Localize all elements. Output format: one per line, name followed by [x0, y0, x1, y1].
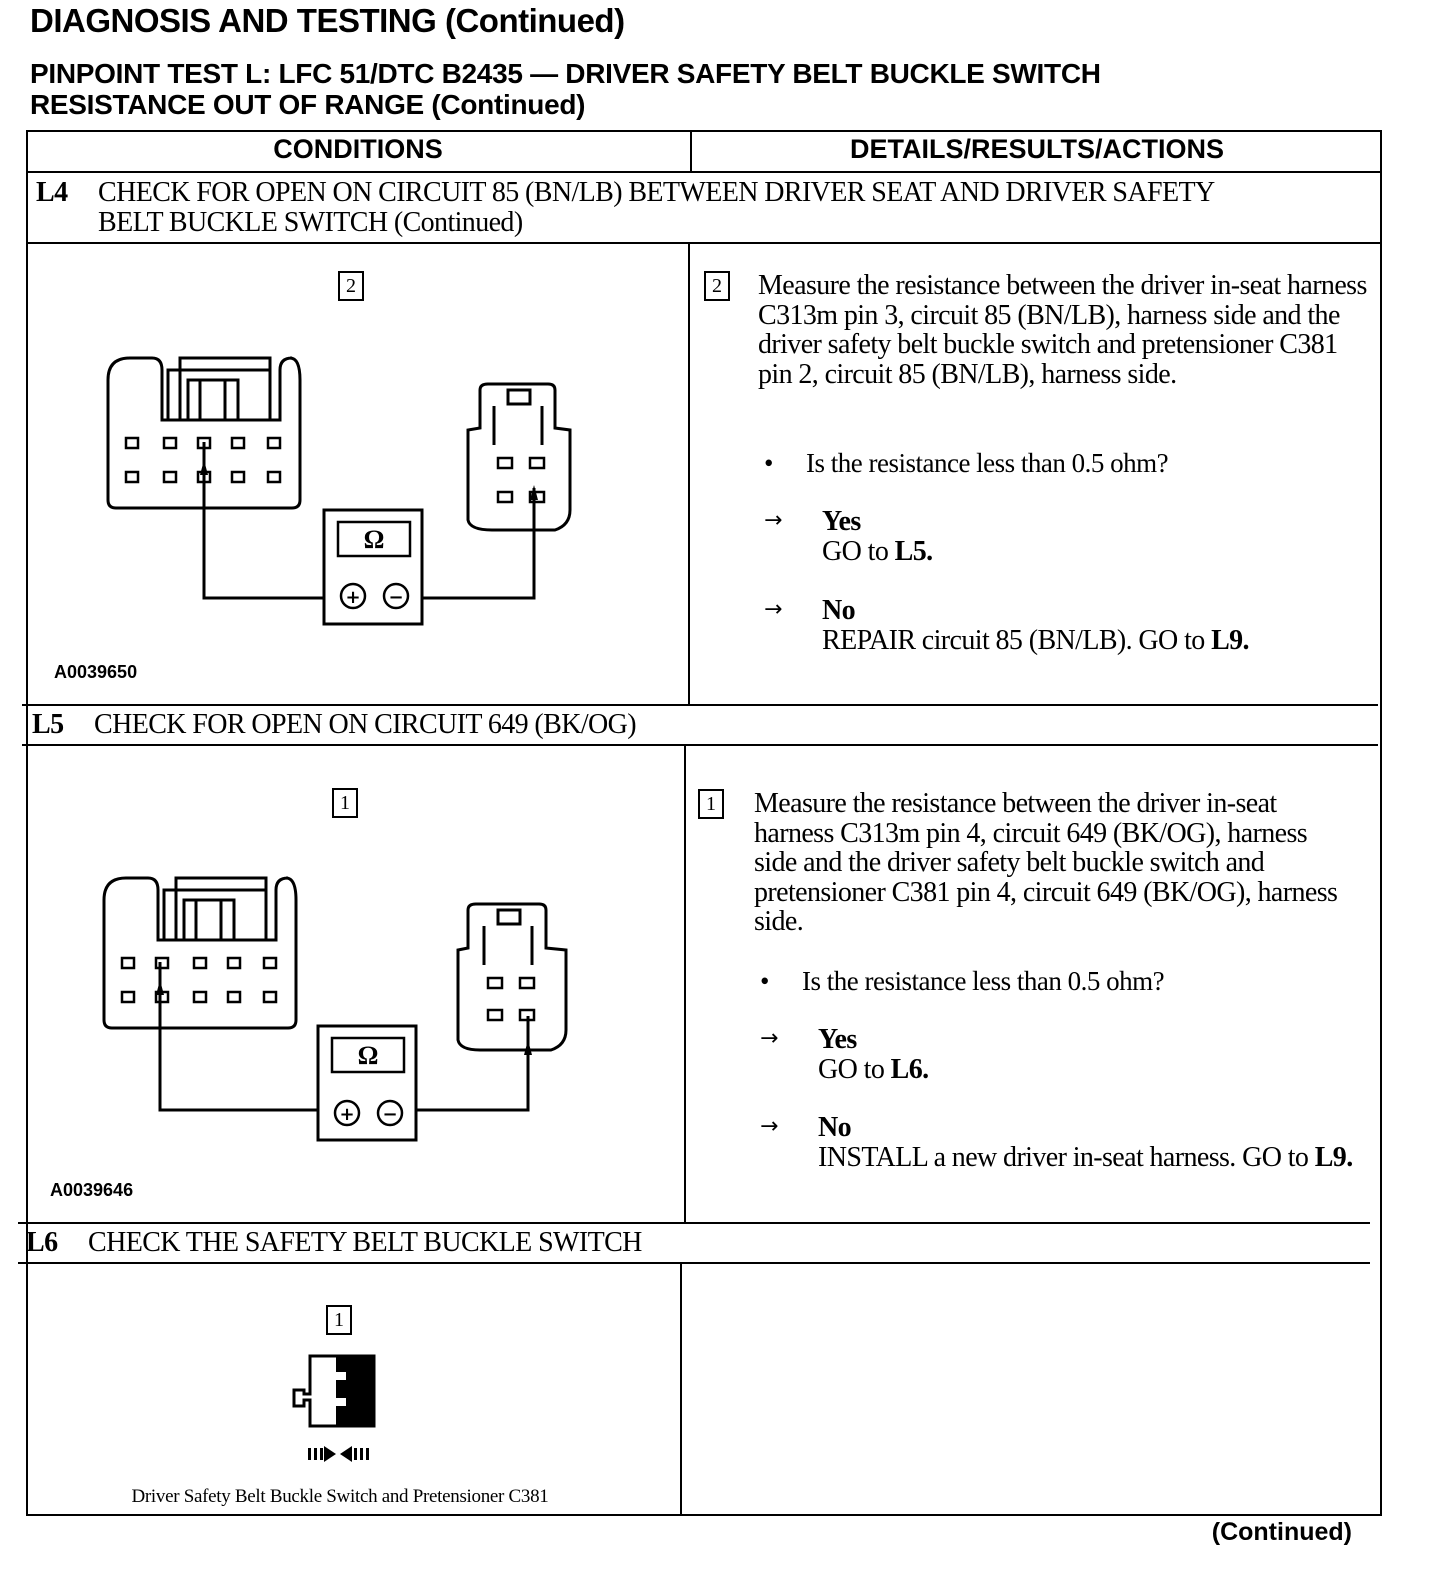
l4-heading-divider: [26, 242, 1382, 244]
no-label-l4: No: [822, 595, 856, 626]
svg-text:−: −: [382, 1104, 398, 1125]
no-target-l5: L9.: [1314, 1142, 1353, 1173]
yes-action-l4: GO to: [822, 536, 889, 567]
meter-ohm-symbol-l4: Ω: [363, 525, 385, 554]
pinpoint-test-title: [30, 58, 1101, 120]
step-id-l6: L6: [26, 1227, 58, 1258]
l5-l6-divider: [18, 1222, 1370, 1224]
no-target-l4: L9.: [1211, 625, 1249, 656]
yes-label-l5: Yes: [818, 1024, 857, 1055]
step-id-l5: L5: [32, 709, 64, 740]
question-l4: [764, 448, 1168, 479]
column-divider-l4: [688, 242, 690, 704]
table-header-divider: [26, 171, 1382, 173]
figure-caption-l6: Driver Safety Belt Buckle Switch and Pretensioner C381: [131, 1486, 549, 1507]
no-action-l5: INSTALL a new driver in-seat harness. GO to: [818, 1142, 1309, 1173]
step-title-l4-line2: BELT BUCKLE SWITCH: [98, 207, 388, 238]
detail-step-number-l4: 2: [704, 271, 730, 301]
no-arrow-icon-l5: →: [760, 1114, 779, 1139]
bullet-l5: •: [760, 966, 769, 996]
figure-id-l5: A0039646: [50, 1180, 134, 1200]
l4-l5-divider: [22, 704, 1378, 706]
no-result-l5: [818, 1113, 1368, 1173]
no-action-l4: REPAIR circuit 85 (BN/LB). GO to: [822, 625, 1205, 656]
no-arrow-icon-l4: →: [764, 597, 783, 622]
svg-text:−: −: [388, 587, 404, 608]
yes-result-l5: [818, 1025, 929, 1085]
figure-step-number-l6: 1: [326, 1305, 352, 1335]
continued-footer: (Continued): [1211, 1518, 1352, 1546]
step-heading-l6: [26, 1228, 1366, 1258]
step-heading-l5: [32, 710, 1372, 740]
bullet-l4: •: [764, 448, 773, 478]
column-header-conditions: CONDITIONS: [273, 134, 443, 164]
detail-step-number-l5: 1: [698, 789, 724, 819]
figure-step-number-l5: 1: [332, 788, 358, 818]
no-label-l5: No: [818, 1112, 852, 1143]
connector-diagram-l4: [100, 350, 580, 630]
column-divider-l5: [684, 744, 686, 1222]
question-l5: [760, 966, 1164, 997]
yes-arrow-icon-l4: →: [764, 508, 783, 533]
connector-diagram-l5: [96, 870, 576, 1150]
svg-text:+: +: [345, 587, 361, 608]
step-title-l4-continued: (Continued): [393, 207, 523, 238]
step-title-l4: CHECK FOR OPEN ON CIRCUIT 85 (BN/LB) BETWEEN DRIVER SEAT AND DRIVER SAFETY: [98, 177, 1215, 208]
detail-text-l5: Measure the resistance between the driver in-seat harness C313m pin 4, circuit 649 (BK/OG), harness side and the driver safety belt buckle switch and pretensioner C381 pin 4, circuit 649 (BK/OG), harness side.: [754, 788, 1338, 937]
yes-arrow-icon-l5: →: [760, 1026, 779, 1051]
test-title-line-1: PINPOINT TEST L: LFC 51/DTC B2435 — DRIVER SAFETY BELT BUCKLE SWITCH: [30, 58, 1101, 89]
step-title-l5: CHECK FOR OPEN ON CIRCUIT 649 (BK/OG): [94, 709, 636, 740]
yes-target-l5: L6.: [890, 1054, 929, 1085]
step-title-l6: CHECK THE SAFETY BELT BUCKLE SWITCH: [88, 1227, 642, 1258]
step-heading-l4: [36, 178, 1376, 238]
yes-target-l4: L5.: [894, 536, 933, 567]
column-header-details: DETAILS/RESULTS/ACTIONS: [849, 134, 1224, 164]
no-result-l4: [822, 596, 1249, 656]
column-divider-l6: [680, 1262, 682, 1516]
l5-heading-divider: [22, 744, 1378, 746]
meter-ohm-symbol-l5: Ω: [357, 1041, 379, 1070]
yes-label-l4: Yes: [822, 506, 861, 537]
question-text-l4: Is the resistance less than 0.5 ohm?: [806, 448, 1169, 478]
test-title-line-2: RESISTANCE OUT OF RANGE (Continued): [30, 89, 586, 120]
buckle-switch-connector-icon: [286, 1350, 386, 1470]
svg-text:+: +: [339, 1104, 355, 1125]
yes-action-l5: GO to: [818, 1054, 885, 1085]
detail-text-l4: Measure the resistance between the driver in-seat harness C313m pin 3, circuit 85 (BN/LB), harness side and the driver safety belt buckle switch and pretensioner C381 pin 2, circuit 85 (BN/LB), harness side.: [758, 270, 1367, 390]
l6-heading-divider: [18, 1262, 1370, 1264]
figure-step-number-l4: 2: [338, 271, 364, 301]
step-id-l4: L4: [36, 177, 68, 208]
page-title: DIAGNOSIS AND TESTING (Continued): [30, 2, 625, 39]
yes-result-l4: [822, 507, 933, 567]
question-text-l5: Is the resistance less than 0.5 ohm?: [802, 966, 1165, 996]
figure-id-l4: A0039650: [54, 662, 138, 682]
